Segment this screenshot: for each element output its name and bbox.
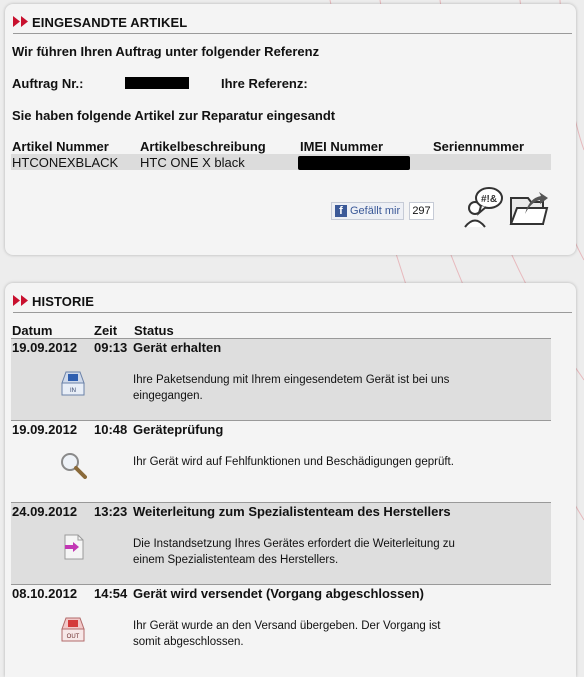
like-count: 297 — [409, 202, 434, 220]
imei-redacted — [298, 156, 410, 170]
article-number-cell: HTCONEXBLACK — [12, 155, 119, 170]
entry-description: Ihr Gerät wurde an den Versand übergeben. Der Vorgang ist somit abgeschlossen. — [133, 620, 441, 648]
entry-description: Ihre Paketsendung mit Ihrem eingesendetem Gerät ist bei uns eingegangen. — [133, 374, 450, 402]
inbox-in-icon — [59, 369, 87, 397]
list-item — [11, 338, 551, 420]
entry-time: 13:23 — [94, 504, 128, 519]
table-row — [11, 154, 551, 170]
entry-time: 09:13 — [94, 340, 128, 355]
history-panel — [5, 283, 576, 677]
entry-description: Die Instandsetzung Ihres Gerätes erfordert die Weiterleitung zu einem Spezialistenteam des Herstellers. — [133, 538, 455, 566]
inbox-in-label: IN — [70, 388, 76, 394]
outbox-out-icon — [59, 615, 87, 643]
reference-intro: Wir führen Ihren Auftrag unter folgender Referenz — [12, 44, 320, 59]
column-article-number: Artikel Nummer — [12, 139, 109, 154]
double-arrow-icon — [13, 295, 29, 306]
items-intro: Sie haben folgende Artikel zur Reparatur eingesandt — [12, 108, 336, 123]
speech-bubble-person-icon[interactable] — [461, 186, 503, 228]
entry-title: Geräteprüfung — [133, 422, 224, 437]
description-cell: HTC ONE X black — [140, 155, 245, 170]
column-imei: IMEI Nummer — [300, 139, 384, 154]
entry-date: 08.10.2012 — [12, 586, 78, 601]
document-forward-icon — [59, 533, 87, 561]
entry-title: Gerät erhalten — [133, 340, 222, 355]
list-item — [11, 502, 551, 584]
entry-date: 24.09.2012 — [12, 504, 78, 519]
entry-title: Weiterleitung zum Spezialistenteam des Herstellers — [133, 504, 451, 519]
column-status: Status — [134, 323, 174, 338]
submitted-items-title: EINGESANDTE ARTIKEL — [32, 15, 188, 30]
history-header — [13, 293, 572, 313]
list-item — [11, 420, 551, 502]
entry-title: Gerät wird versendet (Vorgang abgeschlossen) — [133, 586, 424, 601]
history-title: HISTORIE — [32, 294, 94, 309]
order-number-label: Auftrag Nr.: — [12, 76, 84, 91]
entry-date: 19.09.2012 — [12, 340, 78, 355]
submitted-items-header — [13, 14, 572, 34]
list-item — [11, 584, 551, 666]
outbox-out-label: OUT — [66, 634, 80, 640]
entry-date: 19.09.2012 — [12, 422, 78, 437]
folder-share-icon[interactable] — [509, 188, 549, 226]
submitted-items-panel — [5, 4, 576, 255]
facebook-icon: f — [335, 205, 347, 217]
double-arrow-icon — [13, 16, 29, 27]
column-serial: Seriennummer — [433, 139, 525, 154]
column-date: Datum — [12, 323, 53, 338]
entry-time: 10:48 — [94, 422, 128, 437]
svg-text:#!&: #!& — [480, 194, 498, 205]
magnifier-icon — [59, 451, 87, 479]
column-time: Zeit — [94, 323, 118, 338]
column-description: Artikelbeschreibung — [140, 139, 266, 154]
reference-label: Ihre Referenz: — [221, 76, 308, 91]
order-number-redacted — [125, 77, 189, 89]
entry-time: 14:54 — [94, 586, 128, 601]
facebook-like-button[interactable] — [331, 202, 404, 220]
like-label: Gefällt mir — [350, 205, 401, 217]
entry-description: Ihr Gerät wird auf Fehlfunktionen und Beschädigungen geprüft. — [133, 456, 454, 468]
